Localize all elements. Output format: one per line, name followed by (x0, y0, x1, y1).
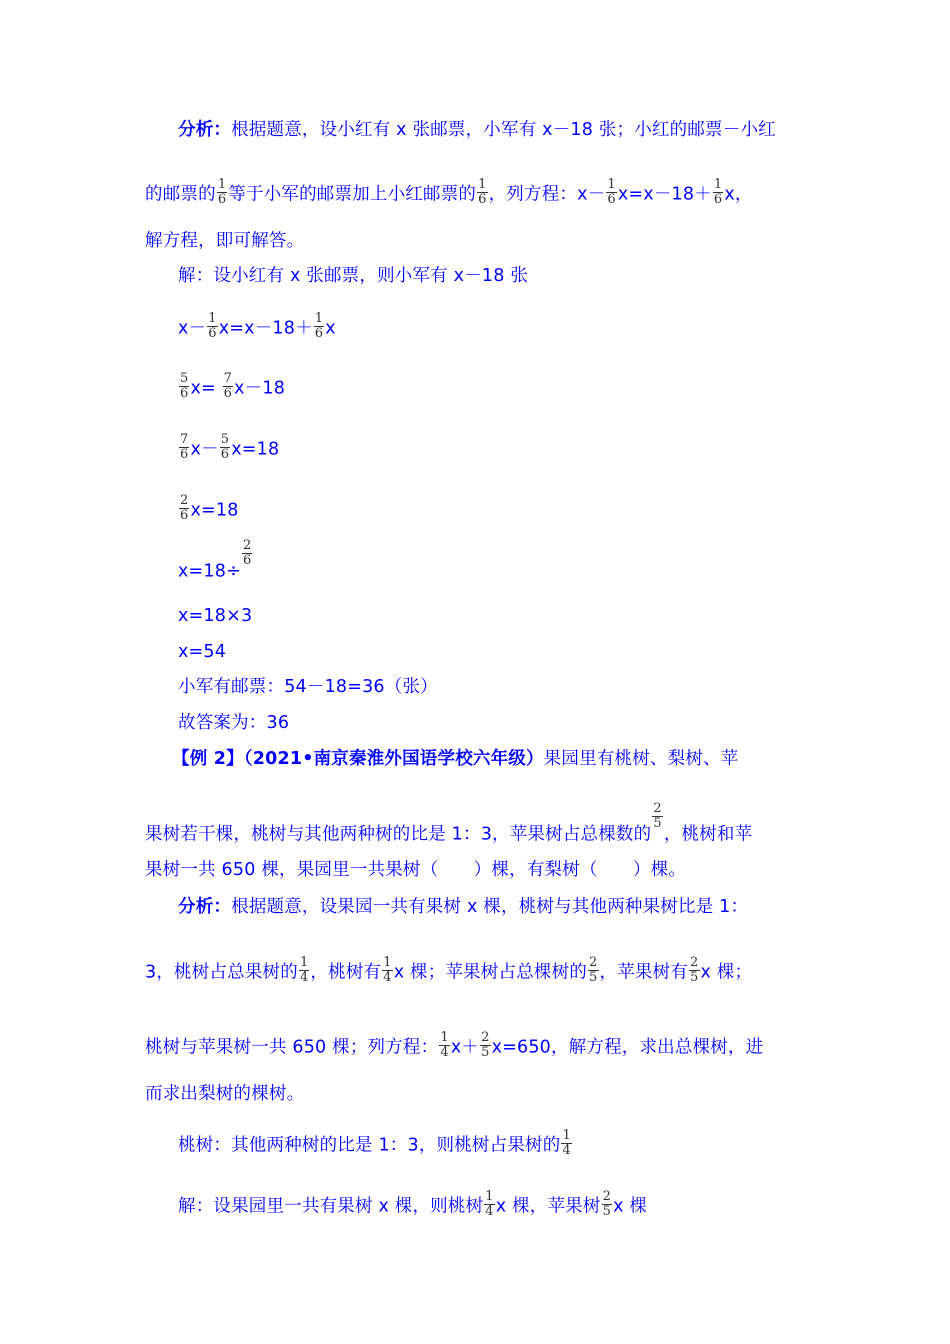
numerator: 2 (602, 1189, 612, 1204)
denominator: 6 (180, 508, 189, 523)
equation-2 (178, 371, 286, 403)
numerator: 2 (481, 1030, 490, 1045)
numerator: 1 (217, 177, 227, 192)
numerator: 5 (220, 432, 230, 447)
denominator: 4 (440, 1045, 449, 1060)
text-segment: 等于小军的邮票加上小红邮票的 (228, 184, 477, 205)
numerator: 1 (562, 1128, 571, 1143)
fraction (217, 178, 227, 207)
fraction (588, 956, 598, 985)
solution-2-intro (178, 1189, 648, 1221)
text-segment: 桃树：其他两种树的比是 1：3，则桃树占果树的 (178, 1135, 561, 1156)
analysis-label: 分析： (178, 120, 232, 140)
text-segment: x 棵，苹果树 (495, 1196, 601, 1217)
text-segment: x＋ (450, 1037, 480, 1058)
analysis-2-line-1 (178, 896, 748, 918)
denominator: 5 (653, 816, 662, 831)
fraction (484, 1190, 494, 1219)
numerator: 1 (478, 177, 487, 192)
numerator: 1 (208, 311, 217, 326)
numerator: 1 (314, 311, 324, 326)
text-segment: x－ (178, 318, 207, 339)
text-segment: x=18÷ (178, 561, 241, 582)
denominator: 4 (485, 1204, 494, 1219)
fraction (689, 956, 699, 985)
denominator: 6 (217, 192, 227, 207)
solution-intro: 解：设小红有 x 张邮票，则小军有 x－18 张 (178, 266, 529, 286)
text-segment: x=650，解方程，求出总棵树，进 (491, 1037, 764, 1058)
fraction (561, 1129, 571, 1158)
analysis-2-line-5 (178, 1128, 573, 1160)
numerator: 1 (440, 1030, 449, 1045)
text-segment: 果树若干棵，桃树与其他两种树的比是 1：3，苹果树占总棵数的 (145, 824, 652, 845)
numerator: 2 (180, 493, 189, 508)
analysis-text: 根据题意，设小红有 x 张邮票，小军有 x－18 张；小红的邮票－小红 (231, 120, 776, 140)
text-segment: 解：设果园里一共有果树 x 棵，则桃树 (178, 1196, 484, 1217)
analysis-2-line-2 (145, 955, 753, 987)
text-segment: x (325, 318, 336, 339)
text-segment: ，桃树有 (310, 962, 382, 983)
denominator: 5 (602, 1204, 612, 1219)
fraction (220, 433, 230, 462)
analysis-2-line-4: 而求出梨树的棵树。 (145, 1084, 305, 1104)
analysis-text: 根据题意，设果园一共有果树 x 棵，桃树与其他两种果树比是 1： (231, 897, 749, 917)
numerator: 2 (242, 538, 252, 553)
text-segment: x= (190, 378, 216, 399)
fraction (179, 372, 189, 401)
text-segment: x=18 (231, 439, 280, 460)
denominator: 4 (383, 970, 392, 985)
denominator: 6 (208, 326, 217, 341)
equation-6: x=18×3 (178, 606, 253, 626)
fraction (207, 312, 217, 341)
example-2-title (172, 748, 738, 770)
fraction (179, 433, 189, 462)
fraction (713, 178, 723, 207)
equation-4 (178, 493, 239, 525)
text-segment: ，苹果树有 (599, 962, 689, 983)
analysis-label: 分析： (178, 897, 232, 917)
numerator: 5 (180, 371, 189, 386)
denominator: 5 (481, 1045, 490, 1060)
analysis-2-line-3 (145, 1030, 764, 1062)
denominator: 6 (223, 386, 233, 401)
denominator: 4 (562, 1143, 571, 1158)
numerator: 1 (713, 177, 723, 192)
equation-1 (178, 311, 336, 343)
fraction (223, 372, 233, 401)
fraction (179, 494, 189, 523)
numerator: 2 (653, 801, 662, 816)
analysis-line-1 (178, 119, 776, 141)
fraction (652, 802, 662, 831)
example-2-line-3: 果树一共 650 棵，果园里一共果树（ ）棵，有梨树（ ）棵。 (145, 860, 687, 880)
text-segment: 的邮票的 (145, 184, 216, 205)
numerator: 7 (180, 432, 189, 447)
denominator: 6 (314, 326, 324, 341)
example-2-line-2 (145, 801, 753, 849)
text-segment: x， (724, 184, 753, 205)
text-segment: 桃树与苹果树一共 650 棵；列方程： (145, 1037, 439, 1058)
denominator: 6 (713, 192, 723, 207)
denominator: 6 (607, 192, 616, 207)
fraction (242, 539, 252, 568)
fraction (439, 1031, 449, 1060)
denominator: 5 (690, 970, 699, 985)
fraction (314, 312, 324, 341)
numerator: 1 (299, 955, 309, 970)
text-segment: ，桃树和苹 (663, 824, 753, 845)
text-segment: x－18 (234, 378, 286, 399)
numerator: 7 (223, 371, 233, 386)
denominator: 5 (589, 970, 598, 985)
equation-5 (178, 538, 253, 586)
fraction (480, 1031, 490, 1060)
numerator: 2 (690, 955, 699, 970)
numerator: 1 (607, 177, 616, 192)
equation-8: 小军有邮票：54－18=36（张） (178, 677, 438, 697)
fraction (299, 956, 309, 985)
denominator: 4 (299, 970, 309, 985)
text-segment: x 棵； (700, 962, 753, 983)
analysis-line-2 (145, 177, 753, 209)
text-segment: ，列方程：x－ (488, 184, 606, 205)
equation-7: x=54 (178, 642, 227, 662)
text-segment: x－ (190, 439, 219, 460)
numerator: 2 (589, 955, 598, 970)
fraction (382, 956, 392, 985)
text-segment: x 棵；苹果树占总棵树的 (393, 962, 588, 983)
numerator: 1 (383, 955, 392, 970)
text-segment: x 棵 (613, 1196, 648, 1217)
text-segment: x=18 (190, 500, 239, 521)
fraction (606, 178, 616, 207)
answer-line: 故答案为：36 (178, 713, 290, 733)
numerator: 1 (485, 1189, 494, 1204)
example-2-label: 【例 2】（2021•南京秦淮外国语学校六年级） (172, 749, 544, 769)
text-segment: x=x－18＋ (218, 318, 313, 339)
denominator: 6 (180, 447, 189, 462)
fraction (602, 1190, 612, 1219)
denominator: 6 (220, 447, 230, 462)
fraction (477, 178, 487, 207)
analysis-line-3: 解方程，即可解答。 (145, 231, 305, 251)
denominator: 6 (242, 553, 252, 568)
text-segment: 3，桃树占总果树的 (145, 962, 298, 983)
text-segment: x=x－18＋ (617, 184, 712, 205)
denominator: 6 (180, 386, 189, 401)
denominator: 6 (478, 192, 487, 207)
equation-3 (178, 432, 280, 464)
example-2-text: 果园里有桃树、梨树、苹 (543, 749, 739, 769)
